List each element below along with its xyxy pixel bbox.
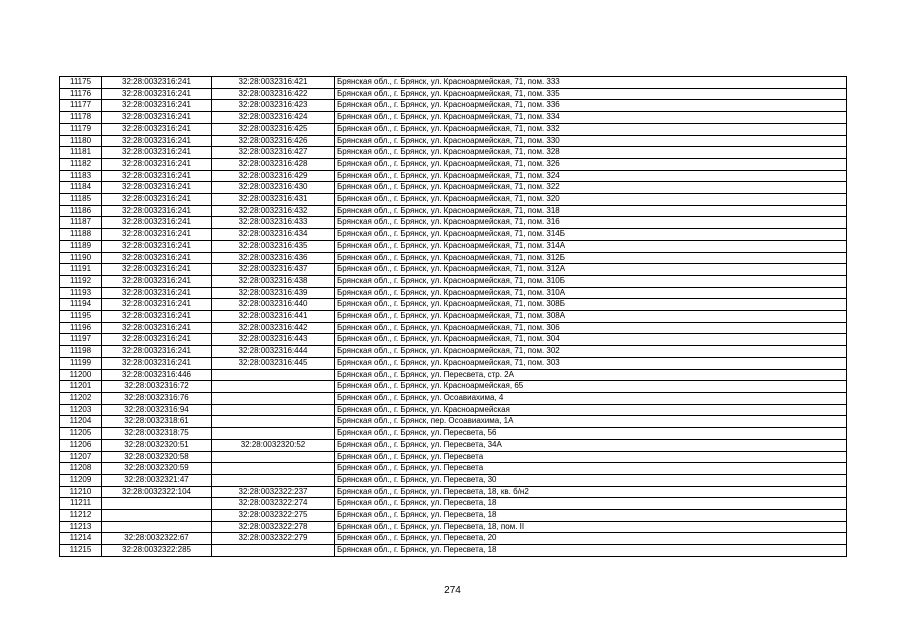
row-number-cell: 11196 xyxy=(60,322,102,334)
registry-table-body xyxy=(60,77,847,557)
object-number-cell xyxy=(212,392,335,404)
table-row xyxy=(60,182,847,194)
parcel-number-cell: 32:28:0032316:94 xyxy=(102,404,212,416)
row-number-cell: 11188 xyxy=(60,229,102,241)
address-cell: Брянская обл., г. Брянск, ул. Красноармейская, 65 xyxy=(335,381,847,393)
address-cell: Брянская обл., г. Брянск, ул. Пересвета, стр. 2А xyxy=(335,369,847,381)
row-number-cell: 11202 xyxy=(60,392,102,404)
parcel-number-cell: 32:28:0032322:67 xyxy=(102,533,212,545)
object-number-cell: 32:28:0032316:421 xyxy=(212,77,335,89)
row-number-cell: 11192 xyxy=(60,275,102,287)
parcel-number-cell: 32:28:0032316:241 xyxy=(102,217,212,229)
parcel-number-cell: 32:28:0032320:51 xyxy=(102,439,212,451)
row-number-cell: 11193 xyxy=(60,287,102,299)
address-cell: Брянская обл., г. Брянск, ул. Красноармейская, 71, пом. 314Б xyxy=(335,229,847,241)
row-number-cell: 11199 xyxy=(60,357,102,369)
object-number-cell xyxy=(212,381,335,393)
address-cell: Брянская обл., г. Брянск, ул. Красноармейская, 71, пом. 335 xyxy=(335,88,847,100)
row-number-cell: 11209 xyxy=(60,474,102,486)
table-row xyxy=(60,147,847,159)
row-number-cell: 11190 xyxy=(60,252,102,264)
object-number-cell xyxy=(212,463,335,475)
table-row xyxy=(60,135,847,147)
parcel-number-cell: 32:28:0032322:104 xyxy=(102,486,212,498)
table-row xyxy=(60,463,847,475)
address-cell: Брянская обл., г. Брянск, ул. Красноармейская, 71, пом. 334 xyxy=(335,112,847,124)
row-number-cell: 11200 xyxy=(60,369,102,381)
object-number-cell: 32:28:0032316:445 xyxy=(212,357,335,369)
row-number-cell: 11175 xyxy=(60,77,102,89)
parcel-number-cell: 32:28:0032316:241 xyxy=(102,322,212,334)
object-number-cell: 32:28:0032316:441 xyxy=(212,311,335,323)
table-row xyxy=(60,334,847,346)
row-number-cell: 11194 xyxy=(60,299,102,311)
parcel-number-cell: 32:28:0032318:75 xyxy=(102,428,212,440)
row-number-cell: 11212 xyxy=(60,510,102,522)
row-number-cell: 11177 xyxy=(60,100,102,112)
object-number-cell xyxy=(212,545,335,557)
object-number-cell: 32:28:0032316:432 xyxy=(212,205,335,217)
address-cell: Брянская обл., г. Брянск, ул. Красноармейская, 71, пом. 310А xyxy=(335,287,847,299)
row-number-cell: 11208 xyxy=(60,463,102,475)
parcel-number-cell: 32:28:0032316:241 xyxy=(102,135,212,147)
table-row xyxy=(60,275,847,287)
table-row xyxy=(60,299,847,311)
table-row xyxy=(60,240,847,252)
object-number-cell: 32:28:0032322:275 xyxy=(212,510,335,522)
table-row xyxy=(60,158,847,170)
object-number-cell xyxy=(212,451,335,463)
table-row xyxy=(60,170,847,182)
object-number-cell: 32:28:0032322:237 xyxy=(212,486,335,498)
object-number-cell: 32:28:0032316:440 xyxy=(212,299,335,311)
table-row xyxy=(60,264,847,276)
object-number-cell: 32:28:0032316:443 xyxy=(212,334,335,346)
table-row xyxy=(60,311,847,323)
row-number-cell: 11181 xyxy=(60,147,102,159)
row-number-cell: 11184 xyxy=(60,182,102,194)
address-cell: Брянская обл., г. Брянск, ул. Красноармейская, 71, пом. 336 xyxy=(335,100,847,112)
parcel-number-cell: 32:28:0032316:76 xyxy=(102,392,212,404)
table-row xyxy=(60,498,847,510)
row-number-cell: 11207 xyxy=(60,451,102,463)
object-number-cell: 32:28:0032316:433 xyxy=(212,217,335,229)
parcel-number-cell: 32:28:0032321:47 xyxy=(102,474,212,486)
address-cell: Брянская обл., г. Брянск, пер. Осоавиахима, 1А xyxy=(335,416,847,428)
parcel-number-cell: 32:28:0032316:241 xyxy=(102,275,212,287)
row-number-cell: 11183 xyxy=(60,170,102,182)
object-number-cell: 32:28:0032316:426 xyxy=(212,135,335,147)
address-cell: Брянская обл., г. Брянск, ул. Пересвета, 18 xyxy=(335,510,847,522)
table-row xyxy=(60,252,847,264)
row-number-cell: 11182 xyxy=(60,158,102,170)
table-row xyxy=(60,217,847,229)
row-number-cell: 11180 xyxy=(60,135,102,147)
table-row xyxy=(60,287,847,299)
parcel-number-cell xyxy=(102,510,212,522)
parcel-number-cell: 32:28:0032316:72 xyxy=(102,381,212,393)
address-cell: Брянская обл., г. Брянск, ул. Красноармейская, 71, пом. 332 xyxy=(335,123,847,135)
row-number-cell: 11178 xyxy=(60,112,102,124)
table-row xyxy=(60,100,847,112)
object-number-cell: 32:28:0032322:278 xyxy=(212,521,335,533)
object-number-cell: 32:28:0032316:434 xyxy=(212,229,335,241)
parcel-number-cell: 32:28:0032320:58 xyxy=(102,451,212,463)
object-number-cell: 32:28:0032316:422 xyxy=(212,88,335,100)
table-row xyxy=(60,322,847,334)
table-row xyxy=(60,392,847,404)
parcel-number-cell: 32:28:0032316:241 xyxy=(102,299,212,311)
parcel-number-cell: 32:28:0032316:241 xyxy=(102,264,212,276)
table-row xyxy=(60,404,847,416)
address-cell: Брянская обл., г. Брянск, ул. Красноармейская, 71, пом. 306 xyxy=(335,322,847,334)
address-cell: Брянская обл., г. Брянск, ул. Пересвета xyxy=(335,451,847,463)
address-cell: Брянская обл., г. Брянск, ул. Пересвета, 18, кв. б/н2 xyxy=(335,486,847,498)
address-cell: Брянская обл., г. Брянск, ул. Красноармейская xyxy=(335,404,847,416)
row-number-cell: 11186 xyxy=(60,205,102,217)
row-number-cell: 11206 xyxy=(60,439,102,451)
row-number-cell: 11191 xyxy=(60,264,102,276)
row-number-cell: 11195 xyxy=(60,311,102,323)
address-cell: Брянская обл., г. Брянск, ул. Пересвета, 18 xyxy=(335,545,847,557)
row-number-cell: 11215 xyxy=(60,545,102,557)
address-cell: Брянская обл., г. Брянск, ул. Осоавиахима, 4 xyxy=(335,392,847,404)
object-number-cell: 32:28:0032316:424 xyxy=(212,112,335,124)
object-number-cell: 32:28:0032316:423 xyxy=(212,100,335,112)
address-cell: Брянская обл., г. Брянск, ул. Пересвета, 34А xyxy=(335,439,847,451)
row-number-cell: 11176 xyxy=(60,88,102,100)
address-cell: Брянская обл., г. Брянск, ул. Красноармейская, 71, пом. 312А xyxy=(335,264,847,276)
page-number: 274 xyxy=(444,585,461,596)
object-number-cell: 32:28:0032316:429 xyxy=(212,170,335,182)
table-row xyxy=(60,486,847,498)
table-row xyxy=(60,451,847,463)
parcel-number-cell: 32:28:0032316:241 xyxy=(102,182,212,194)
parcel-number-cell: 32:28:0032316:241 xyxy=(102,158,212,170)
parcel-number-cell: 32:28:0032316:241 xyxy=(102,170,212,182)
address-cell: Брянская обл., г. Брянск, ул. Красноармейская, 71, пом. 304 xyxy=(335,334,847,346)
object-number-cell: 32:28:0032316:438 xyxy=(212,275,335,287)
object-number-cell: 32:28:0032316:435 xyxy=(212,240,335,252)
table-row xyxy=(60,510,847,522)
address-cell: Брянская обл., г. Брянск, ул. Пересвета, 18 xyxy=(335,498,847,510)
parcel-number-cell: 32:28:0032318:61 xyxy=(102,416,212,428)
table-row xyxy=(60,416,847,428)
address-cell: Брянская обл., г. Брянск, ул. Пересвета xyxy=(335,463,847,475)
parcel-number-cell: 32:28:0032316:241 xyxy=(102,194,212,206)
object-number-cell: 32:28:0032316:428 xyxy=(212,158,335,170)
row-number-cell: 11210 xyxy=(60,486,102,498)
object-number-cell: 32:28:0032316:442 xyxy=(212,322,335,334)
parcel-number-cell: 32:28:0032316:241 xyxy=(102,123,212,135)
parcel-number-cell: 32:28:0032316:241 xyxy=(102,334,212,346)
row-number-cell: 11211 xyxy=(60,498,102,510)
parcel-number-cell: 32:28:0032316:241 xyxy=(102,357,212,369)
row-number-cell: 11185 xyxy=(60,194,102,206)
row-number-cell: 11204 xyxy=(60,416,102,428)
address-cell: Брянская обл., г. Брянск, ул. Пересвета, 18, пом. II xyxy=(335,521,847,533)
address-cell: Брянская обл., г. Брянск, ул. Красноармейская, 71, пом. 314А xyxy=(335,240,847,252)
table-row xyxy=(60,205,847,217)
table-row xyxy=(60,533,847,545)
table-row xyxy=(60,439,847,451)
object-number-cell: 32:28:0032320:52 xyxy=(212,439,335,451)
parcel-number-cell: 32:28:0032320:59 xyxy=(102,463,212,475)
address-cell: Брянская обл., г. Брянск, ул. Красноармейская, 71, пом. 310Б xyxy=(335,275,847,287)
parcel-number-cell: 32:28:0032316:241 xyxy=(102,346,212,358)
table-row xyxy=(60,123,847,135)
table-row xyxy=(60,88,847,100)
row-number-cell: 11197 xyxy=(60,334,102,346)
parcel-number-cell: 32:28:0032316:446 xyxy=(102,369,212,381)
object-number-cell: 32:28:0032316:431 xyxy=(212,194,335,206)
parcel-number-cell: 32:28:0032316:241 xyxy=(102,147,212,159)
object-number-cell xyxy=(212,428,335,440)
table-row xyxy=(60,346,847,358)
parcel-number-cell xyxy=(102,498,212,510)
address-cell: Брянская обл., г. Брянск, ул. Красноармейская, 71, пом. 312Б xyxy=(335,252,847,264)
row-number-cell: 11198 xyxy=(60,346,102,358)
address-cell: Брянская обл., г. Брянск, ул. Красноармейская, 71, пом. 308А xyxy=(335,311,847,323)
row-number-cell: 11213 xyxy=(60,521,102,533)
address-cell: Брянская обл., г. Брянск, ул. Красноармейская, 71, пом. 322 xyxy=(335,182,847,194)
parcel-number-cell: 32:28:0032316:241 xyxy=(102,311,212,323)
table-row xyxy=(60,112,847,124)
object-number-cell xyxy=(212,404,335,416)
parcel-number-cell: 32:28:0032316:241 xyxy=(102,205,212,217)
parcel-number-cell: 32:28:0032322:285 xyxy=(102,545,212,557)
address-cell: Брянская обл., г. Брянск, ул. Красноармейская, 71, пом. 330 xyxy=(335,135,847,147)
table-row xyxy=(60,521,847,533)
address-cell: Брянская обл., г. Брянск, ул. Красноармейская, 71, пом. 318 xyxy=(335,205,847,217)
object-number-cell xyxy=(212,369,335,381)
address-cell: Брянская обл., г. Брянск, ул. Красноармейская, 71, пом. 308Б xyxy=(335,299,847,311)
address-cell: Брянская обл., г. Брянск, ул. Красноармейская, 71, пом. 324 xyxy=(335,170,847,182)
table-row xyxy=(60,381,847,393)
address-cell: Брянская обл., г. Брянск, ул. Пересвета, 20 xyxy=(335,533,847,545)
parcel-number-cell: 32:28:0032316:241 xyxy=(102,77,212,89)
address-cell: Брянская обл., г. Брянск, ул. Красноармейская, 71, пом. 320 xyxy=(335,194,847,206)
object-number-cell: 32:28:0032322:279 xyxy=(212,533,335,545)
table-row xyxy=(60,545,847,557)
row-number-cell: 11201 xyxy=(60,381,102,393)
object-number-cell: 32:28:0032316:437 xyxy=(212,264,335,276)
registry-table xyxy=(59,76,847,557)
address-cell: Брянская обл., г. Брянск, ул. Пересвета, 56 xyxy=(335,428,847,440)
address-cell: Брянская обл., г. Брянск, ул. Красноармейская, 71, пом. 328 xyxy=(335,147,847,159)
parcel-number-cell: 32:28:0032316:241 xyxy=(102,252,212,264)
row-number-cell: 11179 xyxy=(60,123,102,135)
object-number-cell: 32:28:0032316:430 xyxy=(212,182,335,194)
table-row xyxy=(60,229,847,241)
row-number-cell: 11214 xyxy=(60,533,102,545)
object-number-cell: 32:28:0032316:425 xyxy=(212,123,335,135)
table-row xyxy=(60,369,847,381)
object-number-cell: 32:28:0032316:439 xyxy=(212,287,335,299)
object-number-cell: 32:28:0032316:436 xyxy=(212,252,335,264)
table-row xyxy=(60,428,847,440)
row-number-cell: 11205 xyxy=(60,428,102,440)
table-row xyxy=(60,474,847,486)
parcel-number-cell: 32:28:0032316:241 xyxy=(102,229,212,241)
parcel-number-cell: 32:28:0032316:241 xyxy=(102,240,212,252)
object-number-cell: 32:28:0032322:274 xyxy=(212,498,335,510)
row-number-cell: 11189 xyxy=(60,240,102,252)
parcel-number-cell: 32:28:0032316:241 xyxy=(102,88,212,100)
object-number-cell xyxy=(212,474,335,486)
row-number-cell: 11203 xyxy=(60,404,102,416)
address-cell: Брянская обл., г. Брянск, ул. Красноармейская, 71, пом. 303 xyxy=(335,357,847,369)
address-cell: Брянская обл., г. Брянск, ул. Красноармейская, 71, пом. 302 xyxy=(335,346,847,358)
address-cell: Брянская обл., г. Брянск, ул. Красноармейская, 71, пом. 316 xyxy=(335,217,847,229)
row-number-cell: 11187 xyxy=(60,217,102,229)
table-row xyxy=(60,77,847,89)
table-row xyxy=(60,194,847,206)
parcel-number-cell: 32:28:0032316:241 xyxy=(102,112,212,124)
table-row xyxy=(60,357,847,369)
address-cell: Брянская обл., г. Брянск, ул. Красноармейская, 71, пом. 333 xyxy=(335,77,847,89)
parcel-number-cell: 32:28:0032316:241 xyxy=(102,287,212,299)
address-cell: Брянская обл., г. Брянск, ул. Пересвета, 30 xyxy=(335,474,847,486)
address-cell: Брянская обл., г. Брянск, ул. Красноармейская, 71, пом. 326 xyxy=(335,158,847,170)
object-number-cell: 32:28:0032316:444 xyxy=(212,346,335,358)
object-number-cell xyxy=(212,416,335,428)
parcel-number-cell xyxy=(102,521,212,533)
parcel-number-cell: 32:28:0032316:241 xyxy=(102,100,212,112)
object-number-cell: 32:28:0032316:427 xyxy=(212,147,335,159)
